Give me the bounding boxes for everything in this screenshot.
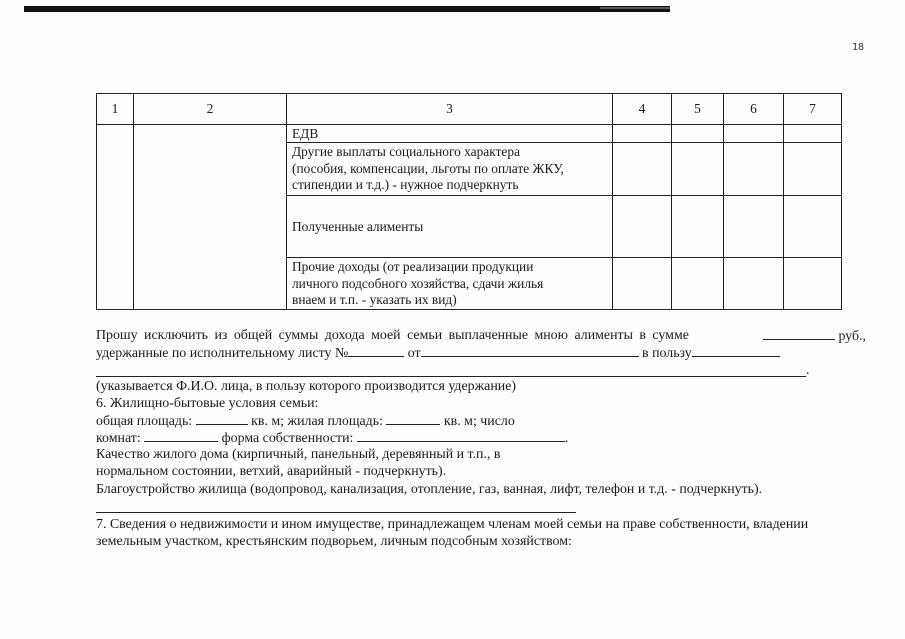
beneficiary-note: (указывается Ф.И.О. лица, в пользу которого производится удержание) bbox=[96, 379, 516, 394]
living-area-label: кв. м; жилая площадь: bbox=[251, 414, 383, 429]
value-cell[interactable] bbox=[672, 258, 724, 309]
alimony-text: Прошу исключить из общей суммы дохода моей семьи выплаченные мною алименты в сумме bbox=[96, 328, 689, 343]
col-header: 2 bbox=[134, 94, 287, 125]
writ-date-field[interactable] bbox=[421, 344, 639, 357]
col1-cell bbox=[97, 125, 134, 310]
col-header: 7 bbox=[784, 94, 842, 125]
date-from-label: от bbox=[407, 346, 421, 361]
section6-title: 6. Жилищно-бытовые условия семьи: bbox=[96, 396, 319, 411]
total-area-field[interactable] bbox=[196, 412, 248, 425]
area-line bbox=[96, 412, 515, 430]
writ-label: удержанные по исполнительному листу № bbox=[96, 346, 349, 361]
line-end-period: . bbox=[806, 363, 810, 378]
value-cell[interactable] bbox=[724, 196, 784, 258]
table-row bbox=[97, 125, 842, 143]
writ-number-field[interactable] bbox=[348, 344, 404, 357]
in-favor-label: в пользу bbox=[642, 346, 692, 361]
amenities-line: Благоустройство жилища (водопровод, канализация, отопление, газ, ванная, лифт, телефон и т.д. - подчеркнуть). bbox=[96, 482, 763, 497]
in-favor-field[interactable] bbox=[692, 344, 780, 357]
living-area-field[interactable] bbox=[386, 412, 440, 425]
house-quality-line-1: Качество жилого дома (кирпичный, панельный, деревянный и т.п., в bbox=[96, 447, 501, 462]
amenities-underline[interactable] bbox=[96, 512, 576, 513]
house-quality-line-2: нормальном состоянии, ветхий, аварийный - подчеркнуть). bbox=[96, 464, 447, 479]
value-cell[interactable] bbox=[724, 143, 784, 196]
value-cell[interactable] bbox=[784, 196, 842, 258]
col-header: 4 bbox=[613, 94, 672, 125]
col-header: 6 bbox=[724, 94, 784, 125]
value-cell[interactable] bbox=[672, 143, 724, 196]
value-cell[interactable] bbox=[724, 125, 784, 143]
value-cell[interactable] bbox=[672, 196, 724, 258]
value-cell[interactable] bbox=[784, 125, 842, 143]
income-type-cell: Полученные алименты bbox=[287, 196, 613, 258]
alimony-line-2 bbox=[96, 344, 780, 362]
section7-line-1: 7. Сведения о недвижимости и ином имуществе, принадлежащем членам моей семьи на праве собственности, владении bbox=[96, 517, 809, 532]
value-cell[interactable] bbox=[613, 125, 672, 143]
value-cell[interactable] bbox=[672, 125, 724, 143]
alimony-line-1 bbox=[96, 327, 866, 345]
ownership-label: форма собственности: bbox=[221, 431, 354, 446]
income-type-cell: Прочие доходы (от реализации продукции личного подсобного хозяйства, сдачи жилья внаем и т.п. - указать их вид) bbox=[287, 258, 613, 309]
income-type-cell: ЕДВ bbox=[287, 125, 613, 143]
value-cell[interactable] bbox=[613, 258, 672, 309]
value-cell[interactable] bbox=[784, 143, 842, 196]
col2-cell bbox=[134, 125, 287, 310]
col-header: 3 bbox=[287, 94, 613, 125]
value-cell[interactable] bbox=[724, 258, 784, 309]
col-header: 1 bbox=[97, 94, 134, 125]
total-area-label: общая площадь: bbox=[96, 414, 193, 429]
period: . bbox=[564, 431, 569, 446]
section7-line-2: земельным участком, крестьянским подворьем, личным подсобным хозяйством: bbox=[96, 534, 572, 549]
value-cell[interactable] bbox=[613, 143, 672, 196]
page-number: 18 bbox=[852, 42, 865, 53]
col-header: 5 bbox=[672, 94, 724, 125]
value-cell[interactable] bbox=[613, 196, 672, 258]
top-scan-bar-tail bbox=[600, 7, 670, 9]
rooms-label: комнат: bbox=[96, 431, 141, 446]
alimony-sum-field[interactable] bbox=[763, 327, 835, 340]
income-type-cell: Другие выплаты социального характера (пособия, компенсации, льготы по оплате ЖКУ, стипендии и т.д.) - нужное подчеркнуть bbox=[287, 143, 613, 196]
rooms-line bbox=[96, 429, 568, 447]
top-scan-bar bbox=[24, 6, 670, 12]
table-header-row bbox=[97, 94, 842, 125]
beneficiary-name-line[interactable] bbox=[96, 376, 806, 377]
ownership-field[interactable] bbox=[357, 429, 565, 442]
income-table bbox=[96, 93, 842, 310]
rooms-field[interactable] bbox=[144, 429, 218, 442]
rooms-count-label: кв. м; число bbox=[443, 414, 515, 429]
value-cell[interactable] bbox=[784, 258, 842, 309]
alimony-sum-group bbox=[763, 327, 866, 345]
rub-label: руб., bbox=[838, 329, 866, 344]
